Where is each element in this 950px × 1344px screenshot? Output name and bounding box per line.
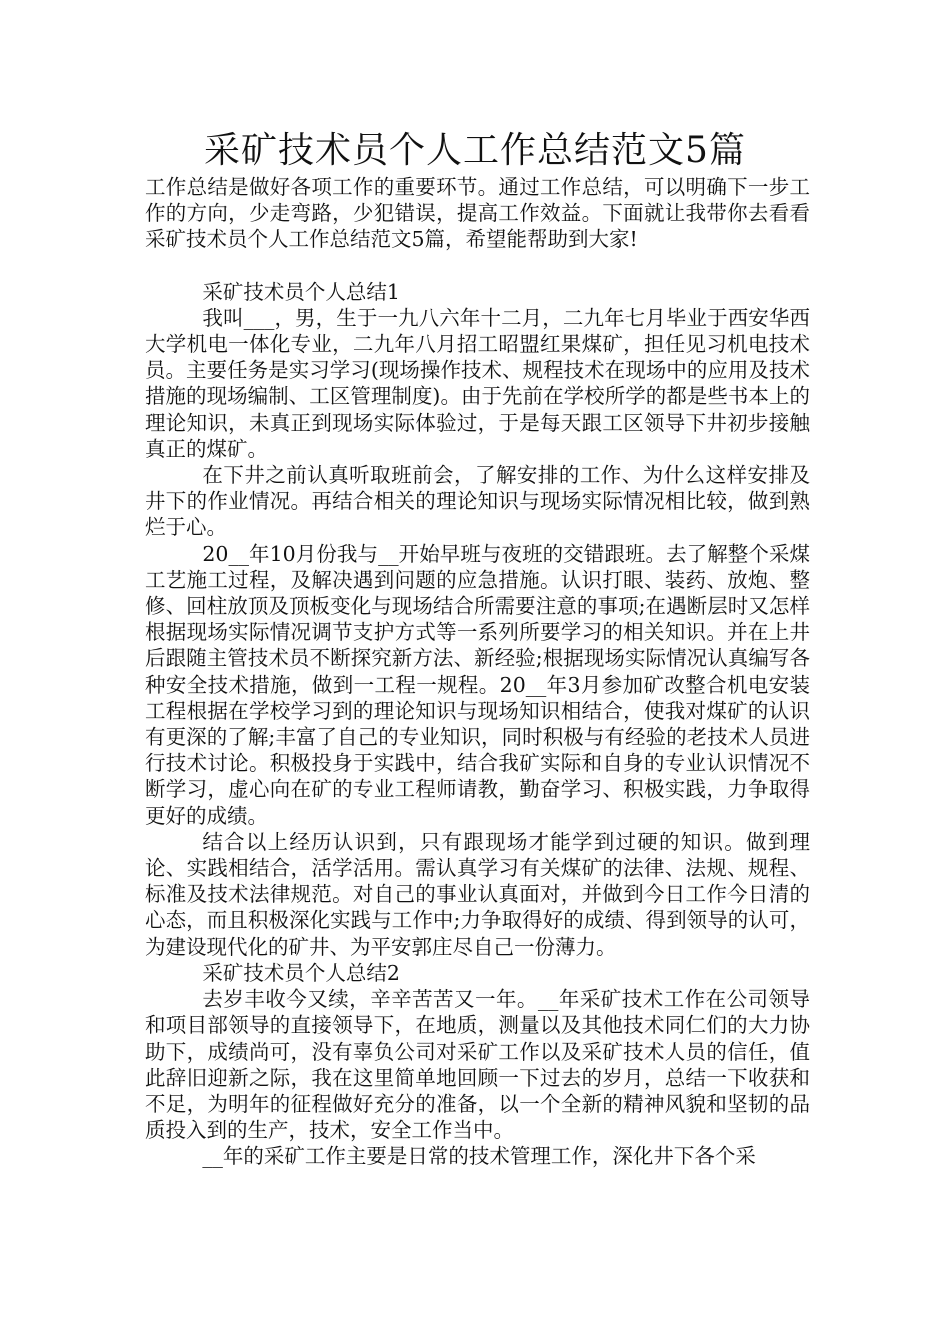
section-2-paragraph-2: __年的采矿工作主要是日常的技术管理工作，深化井下各个采 bbox=[202, 1144, 756, 1169]
section-heading-1: 采矿技术员个人总结1 bbox=[202, 279, 400, 304]
document-body bbox=[145, 174, 810, 1170]
section-2-paragraph-1: 去岁丰收今又续，辛辛苦苦又一年。__年采矿技术工作在公司领导和项目部领导的直接领导下，在地质，测量以及其他技术同仁们的大力协助下，成绩尚可，没有辜负公司对采矿工作以及采矿技术人员的信任，值此辞旧迎新之际，我在这里简单地回顾一下过去的岁月，总结一下收获和不足，为明年的征程做好充分的准备，以一个全新的精神风貌和坚韧的品质投入到的生产，技术，安全工作当中。 bbox=[145, 987, 810, 1143]
section-1-paragraph-2: 在下井之前认真听取班前会，了解安排的工作、为什么这样安排及井下的作业情况。再结合相关的理论知识与现场实际情况相比较，做到熟烂于心。 bbox=[145, 463, 810, 540]
section-1-paragraph-3: 20__年10月份我与__开始早班与夜班的交错跟班。去了解整个采煤工艺施工过程，及解决遇到问题的应急措施。认识打眼、装药、放炮、整修、回柱放顶及顶板变化与现场结合所需要注意的事项;在遇断层时又怎样根据现场实际情况调节支护方式等一系列所要学习的相关知识。并在上井后跟随主管技术员不断探究新方法、新经验;根据现场实际情况认真编写各种安全技术措施，做到一工程一规程。20__年3月参加矿改整合机电安装工程根据在学校学习到的理论知识与现场知识相结合，使我对煤矿的认识有更深的了解;丰富了自己的专业知识，同时积极与有经验的老技术人员进行技术讨论。积极投身于实践中，结合我矿实际和自身的专业认识情况不断学习，虚心向在矿的专业工程师请教，勤奋学习、积极实践，力争取得更好的成绩。 bbox=[145, 541, 810, 828]
document-title: 采矿技术员个人工作总结范文5篇 bbox=[204, 130, 746, 171]
section-heading-2: 采矿技术员个人总结2 bbox=[202, 960, 400, 985]
section-1-paragraph-4: 结合以上经历认识到，只有跟现场才能学到过硬的知识。做到理论、实践相结合，活学活用。需认真学习有关煤矿的法律、法规、规程、标准及技术法律规范。对自己的事业认真面对，并做到今日工作今日清的心态，而且积极深化实践与工作中;力争取得好的成绩、得到领导的认可，为建设现代化的矿井、为平安郭庄尽自己一份薄力。 bbox=[145, 829, 810, 959]
paragraph-spacer bbox=[145, 253, 810, 279]
intro-paragraph: 工作总结是做好各项工作的重要环节。通过工作总结，可以明确下一步工作的方向，少走弯路，少犯错误，提高工作效益。下面就让我带你去看看采矿技术员个人工作总结范文5篇，希望能帮助到大家! bbox=[145, 175, 810, 252]
section-1-paragraph-1: 我叫___，男，生于一九八六年十二月，二九年七月毕业于西安华西大学机电一体化专业，二九年八月招工昭盟红果煤矿，担任见习机电技术员。主要任务是实习学习(现场操作技术、规程技术在现场中的应用及技术措施的现场编制、工区管理制度)。由于先前在学校所学的都是些书本上的理论知识，未真正到现场实际体验过，于是每天跟工区领导下井初步接触真正的煤矿。 bbox=[145, 305, 810, 461]
